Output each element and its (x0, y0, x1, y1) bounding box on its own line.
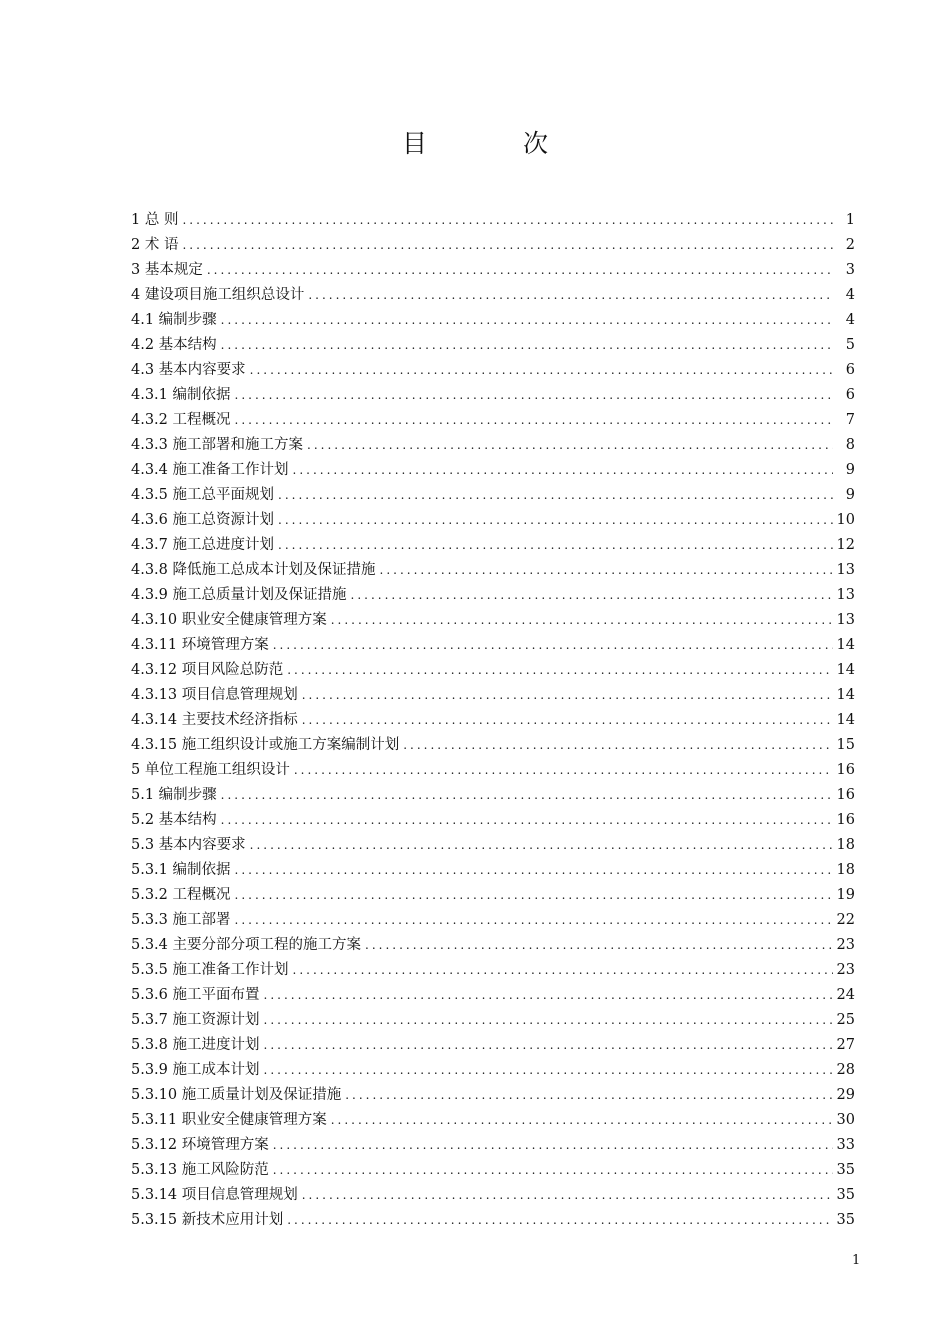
toc-dot-leader (351, 583, 833, 608)
toc-entry[interactable] (131, 1158, 855, 1183)
toc-entry-page: 22 (836, 912, 855, 928)
toc-dot-leader (182, 233, 833, 258)
toc-entry-page: 12 (836, 537, 855, 553)
toc-dot-leader (302, 683, 833, 708)
toc-dot-leader (365, 933, 833, 958)
toc-dot-leader (302, 708, 833, 733)
toc-entry-page: 14 (836, 687, 855, 703)
toc-entry-page: 15 (836, 737, 855, 753)
toc-dot-leader (250, 358, 833, 383)
toc-dot-leader (278, 508, 833, 533)
toc-entry[interactable] (131, 1058, 855, 1083)
toc-entry[interactable] (131, 433, 855, 458)
toc-entry-page: 16 (836, 812, 855, 828)
toc-dot-leader (273, 1158, 833, 1183)
toc-entry[interactable] (131, 533, 855, 558)
toc-entry-page: 27 (836, 1037, 855, 1053)
toc-entry-label: 4.3.3 施工部署和施工方案 (131, 437, 304, 453)
toc-entry-label: 5.3.6 施工平面布置 (131, 987, 260, 1003)
toc-entry[interactable] (131, 908, 855, 933)
toc-entry-label: 5.3.3 施工部署 (131, 912, 231, 928)
toc-dot-leader (221, 808, 833, 833)
toc-entry[interactable] (131, 658, 855, 683)
toc-entry-page: 9 (845, 462, 855, 478)
toc-dot-leader (250, 833, 833, 858)
toc-entry-page: 13 (836, 612, 855, 628)
toc-entry[interactable] (131, 833, 855, 858)
toc-entry-page: 4 (845, 287, 855, 303)
toc-dot-leader (345, 1083, 832, 1108)
toc-entry-label: 5.3.15 新技术应用计划 (131, 1212, 284, 1228)
toc-entry-label: 4.2 基本结构 (131, 337, 217, 353)
toc-entry-page: 10 (836, 512, 855, 528)
toc-entry[interactable] (131, 733, 855, 758)
toc-entry-label: 1 总 则 (131, 212, 179, 228)
toc-entry-page: 3 (845, 262, 855, 278)
toc-entry-page: 16 (836, 762, 855, 778)
toc-entry-label: 5.3.10 施工质量计划及保证措施 (131, 1087, 342, 1103)
toc-entry-page: 23 (836, 962, 855, 978)
toc-entry[interactable] (131, 583, 855, 608)
toc-entry-page: 23 (836, 937, 855, 953)
toc-entry-page: 1 (845, 212, 855, 228)
toc-entry-label: 5.3.12 环境管理方案 (131, 1137, 269, 1153)
toc-entry-label: 4.3.1 编制依据 (131, 387, 231, 403)
footer-page-number: 1 (852, 1253, 861, 1268)
toc-entry-page: 14 (836, 712, 855, 728)
toc-dot-leader (307, 433, 833, 458)
toc-entry[interactable] (131, 483, 855, 508)
toc-entry-label: 4.3.2 工程概况 (131, 412, 231, 428)
toc-dot-leader (293, 458, 833, 483)
toc-dot-leader (235, 408, 833, 433)
toc-entry-label: 5.3.14 项目信息管理规划 (131, 1187, 298, 1203)
table-of-contents (131, 208, 855, 1233)
toc-entry-label: 5.3 基本内容要求 (131, 837, 246, 853)
toc-entry-label: 4.3.14 主要技术经济指标 (131, 712, 298, 728)
toc-dot-leader (287, 1208, 832, 1233)
toc-entry[interactable] (131, 208, 855, 233)
toc-entry-page: 13 (836, 562, 855, 578)
toc-entry-label: 4.3 基本内容要求 (131, 362, 246, 378)
toc-entry-label: 5.3.4 主要分部分项工程的施工方案 (131, 937, 362, 953)
toc-entry[interactable] (131, 758, 855, 783)
toc-entry-page: 14 (836, 662, 855, 678)
toc-dot-leader (273, 633, 833, 658)
toc-entry[interactable] (131, 608, 855, 633)
toc-entry-label: 4.3.4 施工准备工作计划 (131, 462, 289, 478)
toc-entry[interactable] (131, 408, 855, 433)
toc-dot-leader (264, 1058, 833, 1083)
toc-entry-label: 5.3.13 施工风险防范 (131, 1162, 269, 1178)
toc-entry-page: 6 (845, 387, 855, 403)
toc-dot-leader (302, 1183, 833, 1208)
toc-entry-label: 5.3.7 施工资源计划 (131, 1012, 260, 1028)
toc-entry[interactable] (131, 233, 855, 258)
toc-dot-leader (235, 883, 833, 908)
toc-entry-page: 18 (836, 837, 855, 853)
toc-entry-label: 5.2 基本结构 (131, 812, 217, 828)
toc-entry-label: 4.3.7 施工总进度计划 (131, 537, 275, 553)
toc-entry-page: 25 (836, 1012, 855, 1028)
toc-dot-leader (182, 208, 833, 233)
toc-entry[interactable] (131, 558, 855, 583)
toc-entry-label: 5.3.11 职业安全健康管理方案 (131, 1112, 327, 1128)
toc-entry[interactable] (131, 1133, 855, 1158)
toc-entry[interactable] (131, 1208, 855, 1233)
toc-entry-page: 30 (836, 1112, 855, 1128)
toc-entry-page: 5 (845, 337, 855, 353)
toc-entry-page: 24 (836, 987, 855, 1003)
toc-entry-page: 18 (836, 862, 855, 878)
toc-entry-label: 4.3.9 施工总质量计划及保证措施 (131, 587, 347, 603)
toc-entry[interactable] (131, 308, 855, 333)
toc-dot-leader (293, 958, 833, 983)
toc-entry-page: 35 (836, 1162, 855, 1178)
toc-entry-page: 4 (845, 312, 855, 328)
toc-entry-page: 35 (836, 1212, 855, 1228)
toc-dot-leader (380, 558, 833, 583)
toc-dot-leader (235, 908, 833, 933)
toc-entry[interactable] (131, 633, 855, 658)
toc-dot-leader (278, 533, 833, 558)
toc-entry[interactable] (131, 858, 855, 883)
toc-entry[interactable] (131, 983, 855, 1008)
toc-entry[interactable] (131, 683, 855, 708)
toc-dot-leader (207, 258, 833, 283)
toc-dot-leader (294, 758, 833, 783)
toc-entry-page: 35 (836, 1187, 855, 1203)
toc-entry-page: 19 (836, 887, 855, 903)
toc-entry-label: 5.3.2 工程概况 (131, 887, 231, 903)
toc-dot-leader (235, 383, 833, 408)
toc-dot-leader (273, 1133, 833, 1158)
toc-entry-label: 5.3.9 施工成本计划 (131, 1062, 260, 1078)
toc-entry[interactable] (131, 358, 855, 383)
toc-entry[interactable] (131, 708, 855, 733)
toc-entry-page: 2 (845, 237, 855, 253)
toc-entry-label: 4.3.15 施工组织设计或施工方案编制计划 (131, 737, 400, 753)
toc-entry-page: 13 (836, 587, 855, 603)
toc-entry-label: 3 基本规定 (131, 262, 203, 278)
toc-dot-leader (331, 608, 833, 633)
toc-dot-leader (331, 1108, 833, 1133)
toc-entry[interactable] (131, 1033, 855, 1058)
toc-entry-label: 5.3.8 施工进度计划 (131, 1037, 260, 1053)
toc-entry[interactable] (131, 1008, 855, 1033)
toc-entry[interactable] (131, 508, 855, 533)
toc-dot-leader (287, 658, 832, 683)
toc-entry-label: 5 单位工程施工组织设计 (131, 762, 290, 778)
toc-entry-label: 4 建设项目施工组织总设计 (131, 287, 305, 303)
toc-entry-page: 29 (836, 1087, 855, 1103)
toc-entry[interactable] (131, 883, 855, 908)
toc-entry[interactable] (131, 1183, 855, 1208)
toc-entry[interactable] (131, 1108, 855, 1133)
toc-dot-leader (264, 1008, 833, 1033)
toc-entry-label: 4.3.12 项目风险总防范 (131, 662, 284, 678)
toc-dot-leader (264, 983, 833, 1008)
toc-entry[interactable] (131, 383, 855, 408)
toc-dot-leader (308, 283, 833, 308)
toc-entry-label: 5.1 编制步骤 (131, 787, 217, 803)
toc-entry-page: 7 (845, 412, 855, 428)
toc-dot-leader (264, 1033, 833, 1058)
toc-entry-page: 14 (836, 637, 855, 653)
toc-entry-label: 4.3.5 施工总平面规划 (131, 487, 275, 503)
toc-entry-label: 4.1 编制步骤 (131, 312, 217, 328)
toc-dot-leader (235, 858, 833, 883)
toc-entry[interactable] (131, 458, 855, 483)
toc-entry[interactable] (131, 1083, 855, 1108)
toc-entry[interactable] (131, 283, 855, 308)
toc-entry[interactable] (131, 933, 855, 958)
toc-entry-page: 9 (845, 487, 855, 503)
toc-dot-leader (221, 333, 833, 358)
toc-dot-leader (403, 733, 832, 758)
toc-entry-label: 4.3.13 项目信息管理规划 (131, 687, 298, 703)
toc-entry-page: 33 (836, 1137, 855, 1153)
toc-entry-label: 4.3.6 施工总资源计划 (131, 512, 275, 528)
toc-entry[interactable] (131, 258, 855, 283)
toc-entry-page: 16 (836, 787, 855, 803)
toc-entry-page: 6 (845, 362, 855, 378)
toc-dot-leader (221, 783, 833, 808)
page-title: 目 次 (402, 129, 592, 158)
toc-entry-label: 4.3.11 环境管理方案 (131, 637, 269, 653)
toc-entry-label: 2 术 语 (131, 237, 179, 253)
toc-entry-page: 28 (836, 1062, 855, 1078)
toc-entry[interactable] (131, 783, 855, 808)
toc-entry-label: 5.3.5 施工准备工作计划 (131, 962, 289, 978)
toc-entry-label: 4.3.8 降低施工总成本计划及保证措施 (131, 562, 376, 578)
toc-dot-leader (278, 483, 833, 508)
toc-entry-label: 4.3.10 职业安全健康管理方案 (131, 612, 327, 628)
toc-entry[interactable] (131, 333, 855, 358)
toc-dot-leader (221, 308, 833, 333)
toc-entry-label: 5.3.1 编制依据 (131, 862, 231, 878)
toc-entry-page: 8 (845, 437, 855, 453)
toc-entry[interactable] (131, 958, 855, 983)
toc-entry[interactable] (131, 808, 855, 833)
